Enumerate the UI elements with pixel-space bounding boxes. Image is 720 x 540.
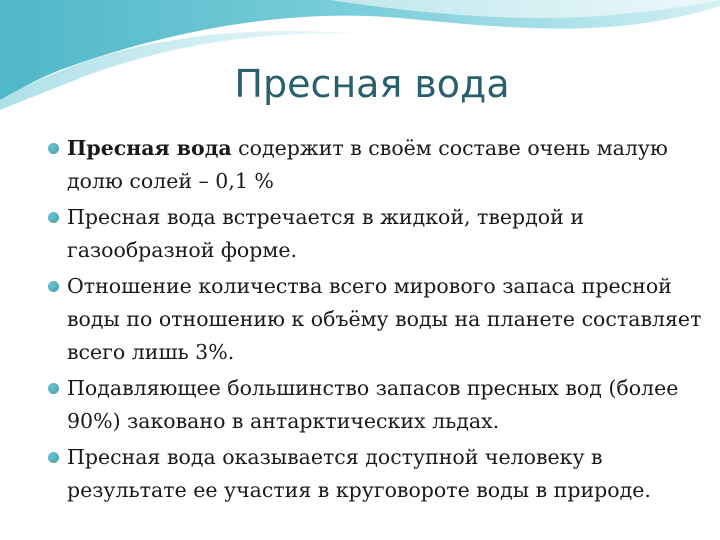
bullet-dot-icon <box>48 212 59 223</box>
bullet-dot-icon <box>48 281 59 292</box>
bullet-bold-text: Пресная вода <box>67 136 232 160</box>
bullet-item <box>48 270 708 369</box>
bullet-item <box>48 132 708 198</box>
bullet-dot-icon <box>48 143 59 154</box>
bullet-text: Отношение количества всего мирового запаса пресной воды по отношению к объёму воды на планете составляет всего лишь 3%. <box>67 274 702 364</box>
bullet-dot-icon <box>48 452 59 463</box>
bullet-item <box>48 201 708 267</box>
bullet-item <box>48 441 708 507</box>
bullet-text: Подавляющее большинство запасов пресных вод (более 90%) заковано в антарктических льдах. <box>67 376 679 433</box>
bullet-text: Пресная вода встречается в жидкой, твердой и газообразной форме. <box>67 205 584 262</box>
bullet-item <box>48 372 708 438</box>
bullet-text: Пресная вода оказывается доступной человеку в результате ее участия в круговороте воды в природе. <box>67 445 651 502</box>
bullet-dot-icon <box>48 383 59 394</box>
bullet-text: содержит в своём составе очень малую долю солей – 0,1 % <box>67 136 668 193</box>
slide-title: Пресная вода <box>234 62 510 106</box>
bullet-list <box>48 132 708 510</box>
